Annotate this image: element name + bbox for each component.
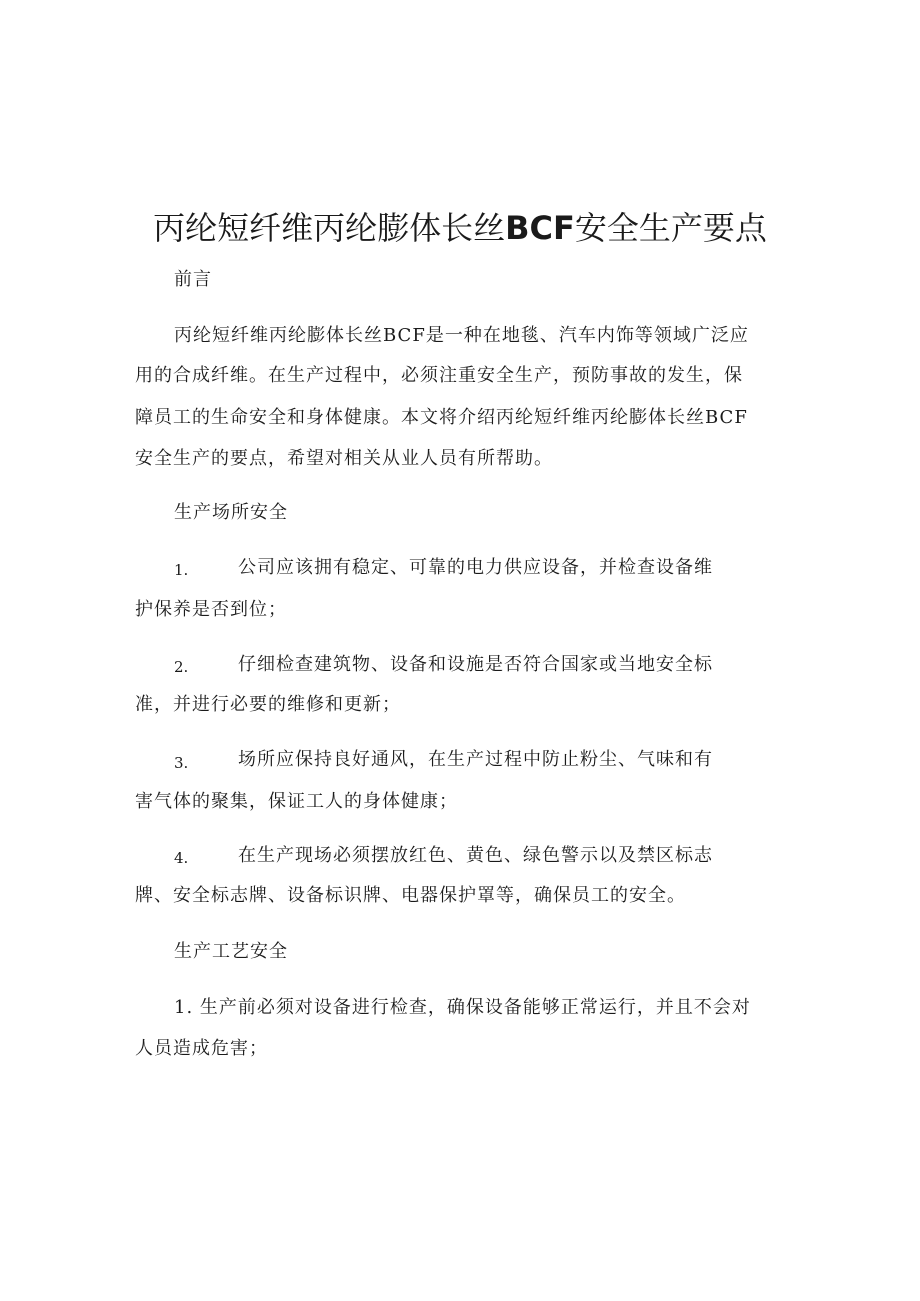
document-title xyxy=(0,203,920,249)
preface-line-4: 安全生产的要点，希望对相关从业人员有所帮助。 xyxy=(135,448,553,469)
site-item-4-line-2: 牌、安全标志牌、设备标识牌、电器保护罩等，确保员工的安全。 xyxy=(135,885,686,906)
site-item-2-line-1: 仔细检查建筑物、设备和设施是否符合国家或当地安全标 xyxy=(238,654,713,675)
site-item-1-number: 1. xyxy=(174,561,189,579)
title-prefix: 丙纶短纤维丙纶膨体长丝 xyxy=(153,209,506,247)
site-item-1-line-1: 公司应该拥有稳定、可靠的电力供应设备，并检查设备维 xyxy=(238,557,713,578)
title-suffix: 安全生产要点 xyxy=(574,209,767,247)
preface-heading: 前言 xyxy=(174,269,212,290)
preface-line-3: 障员工的生命安全和身体健康。本文将介绍丙纶短纤维丙纶膨体长丝BCF xyxy=(135,407,748,428)
preface-line-2: 用的合成纤维。在生产过程中，必须注重安全生产，预防事故的发生，保 xyxy=(135,365,743,386)
site-item-3-number: 3. xyxy=(174,754,189,772)
site-item-2-number: 2. xyxy=(174,658,189,676)
site-item-3-line-2: 害气体的聚集，保证工人的身体健康； xyxy=(135,791,458,812)
title-bcf: BCF xyxy=(505,209,575,247)
site-item-1-line-2: 护保养是否到位； xyxy=(135,599,287,620)
site-safety-heading: 生产场所安全 xyxy=(174,502,288,523)
site-item-4-line-1: 在生产现场必须摆放红色、黄色、绿色警示以及禁区标志 xyxy=(238,845,713,866)
preface-line-1: 丙纶短纤维丙纶膨体长丝BCF是一种在地毯、汽车内饰等领域广泛应 xyxy=(174,325,749,346)
process-item-1-line-1: 1. 生产前必须对设备进行检查，确保设备能够正常运行，并且不会对 xyxy=(174,997,751,1018)
site-item-2-line-2: 准，并进行必要的维修和更新； xyxy=(135,694,401,715)
process-item-1-line-2: 人员造成危害； xyxy=(135,1038,268,1059)
site-item-3-line-1: 场所应保持良好通风，在生产过程中防止粉尘、气味和有 xyxy=(238,749,713,770)
site-item-4-number: 4. xyxy=(174,849,189,867)
process-safety-heading: 生产工艺安全 xyxy=(174,941,288,962)
